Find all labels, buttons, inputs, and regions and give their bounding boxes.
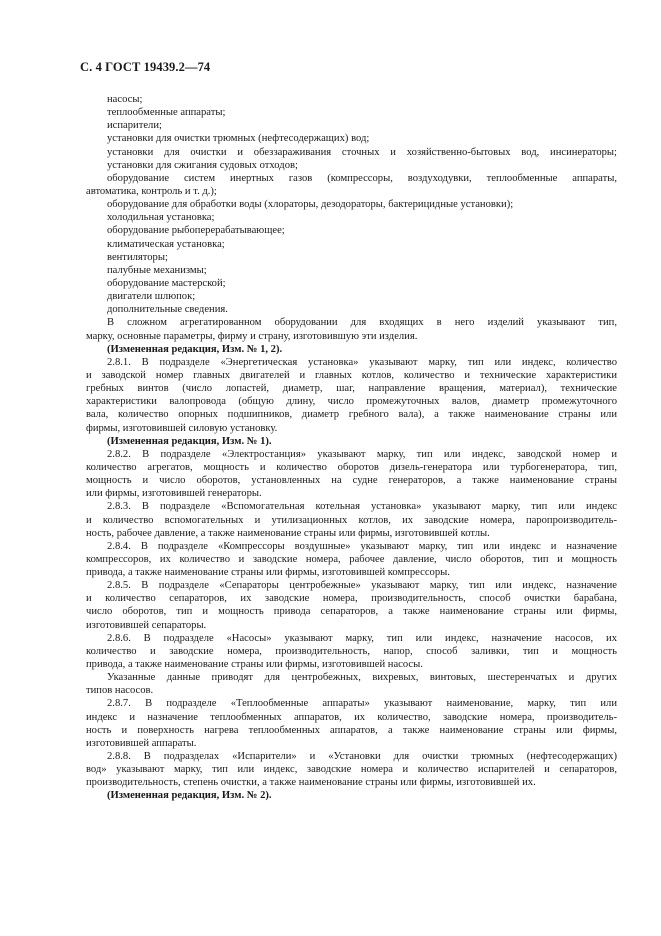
text-line: вентиляторы; [107, 251, 168, 263]
text-line: количество и заводские номера, производительность, напор, способ заливки, тип и мощность [86, 645, 617, 657]
text-line: марку, основные параметры, фирму и страну, изготовившую эти изделия. [86, 330, 418, 342]
text-line: число оборотов, тип и мощность привода сепараторов, а также наименование страны или фирмы, [86, 606, 617, 618]
text-line: установки для очистки трюмных (нефтесодержащих) вод; [107, 133, 370, 145]
page-header: С. 4 ГОСТ 19439.2—74 [80, 60, 211, 74]
text-line: вала, количество опорных подшипников, диаметр гребного вала), а также наименование страны или [86, 409, 617, 421]
text-line: ность, рабочее давление, а также наименование страны или фирмы, изготовившей котлы. [86, 527, 490, 539]
text-line: 2.8.2. В подразделе «Электростанция» указывают марку, тип или индекс, заводской номер и [107, 448, 617, 460]
text-line: фирмы, изготовившей силовую установку. [86, 422, 278, 434]
text-line: дополнительные сведения. [107, 304, 228, 316]
text-line: установки для сжигания судовых отходов; [107, 159, 298, 171]
text-line: автоматика, контроль и т. д.); [86, 185, 217, 197]
text-line: и заводской номер главных двигателей и главных котлов, количество и технические характеристики [86, 369, 617, 381]
text-line: индекс и назначение теплообменных аппаратов, их количество, заводские номера, производитель- [86, 711, 617, 723]
text-line: 2.8.7. В подразделе «Теплообменные аппараты» указывают наименование, марку, тип или [107, 698, 617, 710]
text-line: насосы; [107, 94, 143, 105]
text-line: мощность и число оборотов, установленных на судне генераторов, а также наименование страны [86, 475, 617, 487]
text-line: 2.8.6. В подразделе «Насосы» указывают марку, тип или индекс, назначение насосов, их [107, 632, 617, 644]
text-line: испарители; [107, 120, 162, 132]
text-line: количество агрегатов, мощность и количество оборотов дизель-генератора или турбогенератора, тип, [86, 461, 617, 473]
text-line: оборудование для обработки воды (хлораторы, дезодораторы, бактерицидные установки); [107, 199, 514, 211]
text-line: климатическая установка; [107, 238, 225, 250]
text-line: или фирмы, изготовившей генераторы. [86, 488, 262, 500]
text-line: изготовившей аппараты. [86, 737, 197, 749]
text-line: 2.8.3. В подразделе «Вспомогательная котельная установка» указывают марку, тип или индекс [107, 501, 617, 513]
text-line: изготовившей сепараторы. [86, 619, 207, 631]
text-line: оборудование систем инертных газов (компрессоры, воздуходувки, теплообменные аппараты, [107, 172, 617, 184]
text-line: 2.8.5. В подразделе «Сепараторы центробежные» указывают марку, тип или индекс, назначение [107, 580, 617, 592]
amendment-note: (Измененная редакция, Изм. № 1, 2). [107, 343, 283, 355]
text-line: вод» указывают марку, тип или индекс, заводские номера и количество испарителей и сепараторов, [86, 764, 617, 776]
text-line: привода, а также наименование страны или фирмы, изготовившей компрессоры. [86, 567, 450, 579]
text-line: характеристики валопровода (общую длину, число промежуточных валов, диаметр промежуточного [86, 396, 617, 408]
text-line: оборудование рыбоперерабатывающее; [107, 225, 285, 237]
document-body [86, 93, 617, 803]
text-line: холодильная установка; [107, 212, 215, 224]
text-line: оборудование мастерской; [107, 277, 226, 289]
text-line: привода, а также наименование страны или фирмы, изготовившей насосы. [86, 659, 423, 671]
text-line: двигатели шлюпок; [107, 291, 196, 303]
amendment-note: (Измененная редакция, Изм. № 2). [107, 790, 272, 802]
text-line: 2.8.4. В подразделе «Компрессоры воздушные» указывают марку, тип или индекс и назначение [107, 540, 617, 552]
text-line: теплообменные аппараты; [107, 107, 226, 119]
text-line: гребных винтов (число лопастей, диаметр, шаг, направление вращения, материал), технические [86, 383, 617, 395]
text-line: типов насосов. [86, 685, 154, 697]
text-line: 2.8.8. В подразделах «Испарители» и «Установки для очистки трюмных (нефтесодержащих) [107, 751, 617, 763]
text-line: В сложном агрегатированном оборудовании для входящих в него изделий указывают тип, [107, 317, 617, 329]
text-line: компрессоров, их количество и заводские номера, рабочее давление, число оборотов, тип и мощность [86, 553, 617, 565]
text-line: палубные механизмы; [107, 264, 207, 276]
text-line: 2.8.1. В подразделе «Энергетическая установка» указывают марку, тип или индекс, количество [107, 356, 617, 368]
text-line: и количество вспомогательных и утилизационных котлов, их заводские номера, паропроизводитель- [86, 514, 617, 526]
text-line: производительность, степень очистки, а также наименование страны или фирмы, изготовившей их. [86, 777, 536, 789]
text-line: ность и поверхность нагрева теплообменных аппаратов, а также наименование страны или фирмы, [86, 724, 617, 736]
text-line: Указанные данные приводят для центробежных, вихревых, винтовых, шестеренчатых и других [107, 672, 617, 684]
amendment-note: (Измененная редакция, Изм. № 1). [107, 435, 272, 447]
text-line: установки для очистки и обеззараживания сточных и хозяйственно-бытовых вод, инсинераторы; [107, 146, 617, 158]
text-line: и количество сепараторов, их заводские номера, производительность, способ очистки барабана, [86, 593, 617, 605]
